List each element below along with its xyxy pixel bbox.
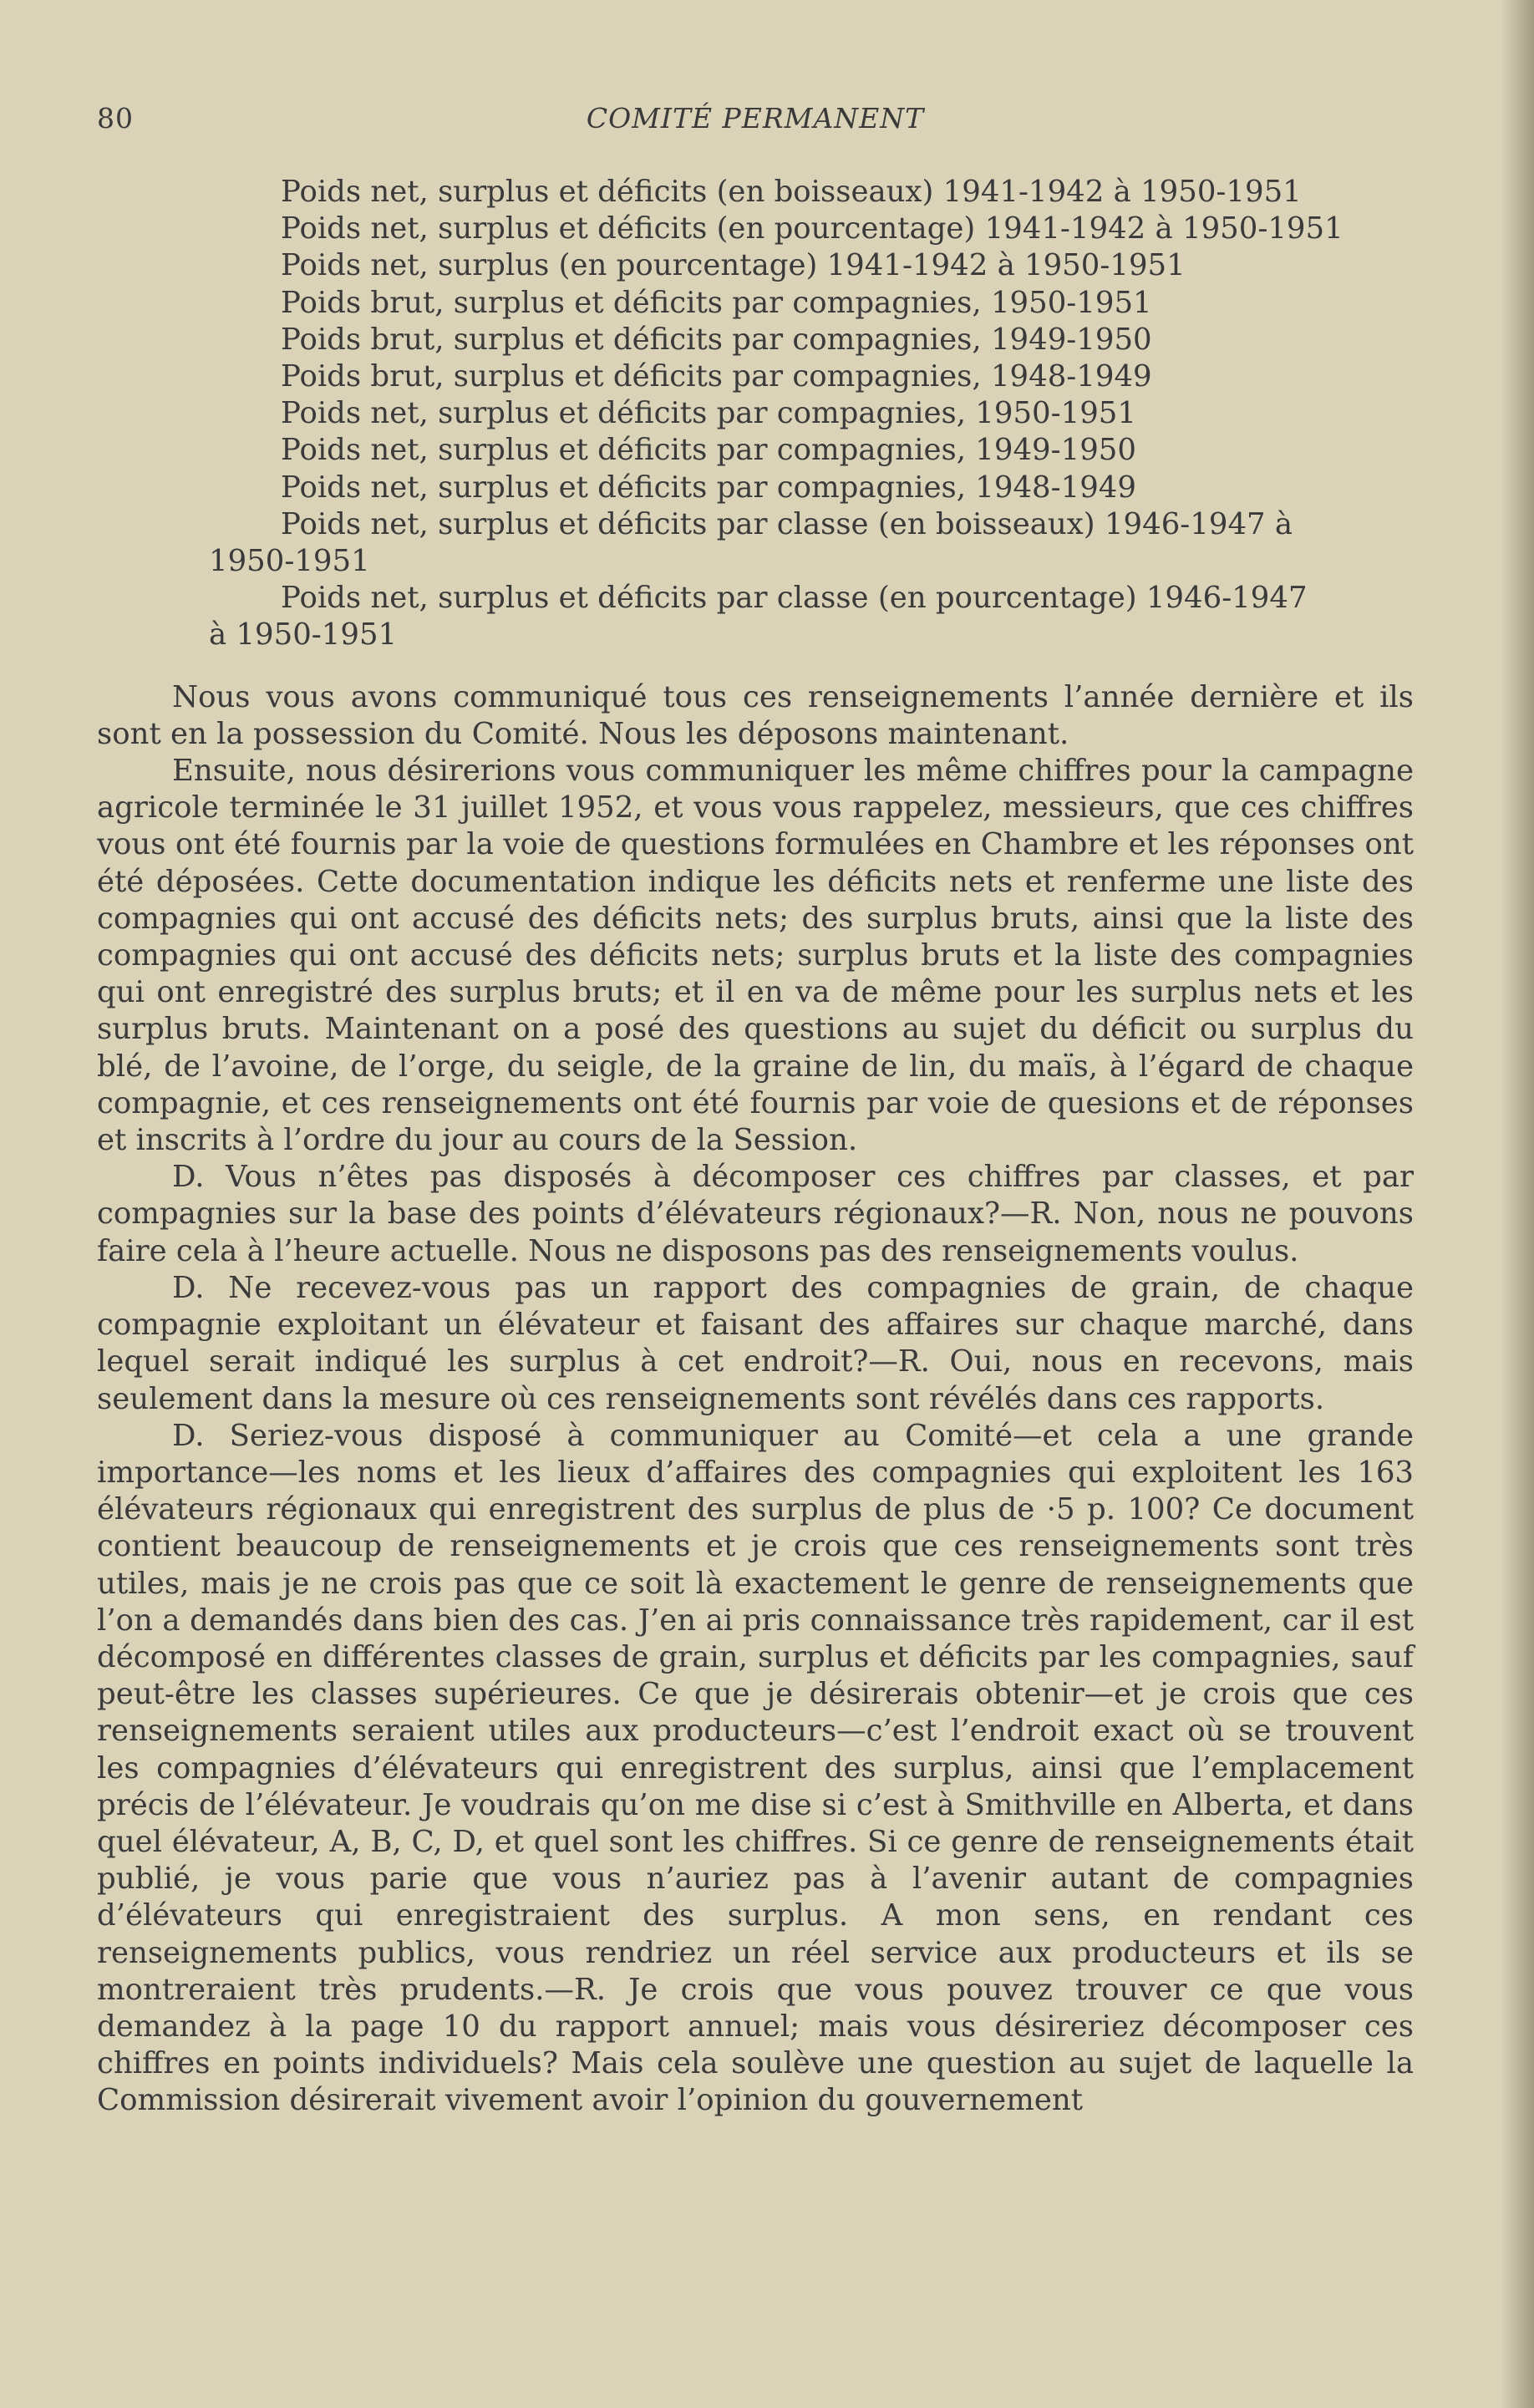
list-item (97, 470, 1414, 506)
list-item (97, 506, 1414, 580)
paragraph: D. Seriez-vous disposé à communiquer au Comité—et cela a une grande importance—les noms et les lieux d’affaires des compagnies qui exploitent les 163 élévateurs régionaux qui enregistrent des surplus de plus de ·5 p. 100? Ce document contient beaucoup de renseignements et je crois que ces renseignements sont très utiles, mais je ne crois pas que ce soit là exactement le genre de renseignements que l’on a demandés dans bien des cas. J’en ai pris connaissance très rapidement, car il est décomposé en différentes classes de grain, surplus et déficits par les compagnies, sauf peut-être les classes supérieures. Ce que je désirerais obtenir—et je crois que ces renseignements seraient utiles aux producteurs—c’est l’endroit exact où se trouvent les compagnies d’élévateurs qui enregistrent des surplus, ainsi que l’emplacement précis de l’élévateur. Je voudrais qu’on me dise si c’est à Smithville en Alberta, et dans quel élévateur, A, B, C, D, et quel sont les chiffres. Si ce genre de renseignements était publié, je vous parie que vous n’auriez pas à l’avenir autant de compagnies d’élévateurs qui enregistraient des surplus. A mon sens, en rendant ces renseignements publics, vous rendriez un réel service aux producteurs et ils se montreraient très prudents.—R. Je crois que vous pouvez trouver ce que vous demandez à la page 10 du rapport annuel; mais vous désireriez décomposer ces chiffres en points individuels? Mais cela soulève une question au sujet de laquelle la Commission désirerait vivement avoir l’opinion du gouvernement (97, 1418, 1414, 2118)
list-item (97, 322, 1414, 358)
list-item-text: Poids brut, surplus et déficits par compagnies, 1950-1951 (281, 285, 1152, 320)
list-item-text: Poids net, surplus et déficits par compagnies, 1950-1951 (281, 396, 1136, 431)
running-title: COMITÉ PERMANENT (586, 102, 925, 135)
list-item-text: Poids net, surplus et déficits par classe (en boisseaux) 1946-1947 à (281, 506, 1293, 541)
page-header (97, 102, 1414, 142)
list-item-text: Poids net, surplus (en pourcentage) 1941-1942 à 1950-1951 (281, 248, 1186, 283)
list-item (97, 358, 1414, 395)
list-item (97, 247, 1414, 284)
body-text (97, 174, 1414, 2120)
list-item-continuation: à 1950-1951 (209, 617, 398, 653)
list-item (97, 395, 1414, 432)
list-item-text: Poids brut, surplus et déficits par compagnies, 1948-1949 (281, 359, 1152, 394)
list-item (97, 211, 1414, 247)
list-item-text: Poids net, surplus et déficits par compagnies, 1949-1950 (281, 433, 1136, 468)
list-item-text: Poids net, surplus et déficits par compagnies, 1948-1949 (281, 470, 1136, 505)
list-item (97, 432, 1414, 469)
paragraph: Ensuite, nous désirerions vous communiquer les même chiffres pour la campagne agricole terminée le 31 juillet 1952, et vous vous rappelez, messieurs, que ces chiffres vous ont été fournis par la voie de questions formulées en Chambre et les réponses ont été déposées. Cette documentation indique les déficits nets et renferme une liste des compagnies qui ont accusé des déficits nets; des surplus bruts, ainsi que la liste des compagnies qui ont accusé des déficits nets; surplus bruts et la liste des compagnies qui ont enregistré des surplus bruts; et il en va de même pour les surplus nets et les surplus bruts. Maintenant on a posé des questions au sujet du déficit ou surplus du blé, de l’avoine, de l’orge, du seigle, de la graine de lin, du maïs, à l’égard de chaque compagnie, et ces renseignements ont été fournis par voie de quesions et de réponses et inscrits à l’ordre du jour au cours de la Session. (97, 754, 1414, 1158)
page-number: 80 (97, 102, 134, 135)
list-item-text: Poids net, surplus et déficits (en boisseaux) 1941-1942 à 1950-1951 (281, 175, 1302, 209)
list-item (97, 580, 1414, 653)
paragraph: D. Ne recevez-vous pas un rapport des compagnies de grain, de chaque compagnie exploitant un élévateur et faisant des affaires sur chaque marché, dans lequel serait indiqué les surplus à cet endroit?—R. Oui, nous en recevons, mais seulement dans la mesure où ces renseignements sont révélés dans ces rapports. (97, 1270, 1414, 1416)
paragraph: Nous vous avons communiqué tous ces renseignements l’année dernière et ils sont en la possession du Comité. Nous les déposons maintenant. (97, 679, 1414, 751)
list-item (97, 174, 1414, 211)
list-item-text: Poids brut, surplus et déficits par compagnies, 1949-1950 (281, 322, 1152, 357)
page-edge-shadow (1501, 0, 1534, 2408)
list-item-text: Poids net, surplus et déficits par classe (en pourcentage) 1946-1947 (281, 581, 1308, 616)
list-item-text: Poids net, surplus et déficits (en pourcentage) 1941-1942 à 1950-1951 (281, 211, 1344, 246)
table-list (97, 174, 1414, 654)
paragraph: D. Vous n’êtes pas disposés à décomposer ces chiffres par classes, et par compagnies sur la base des points d’élévateurs régionaux?—R. Non, nous ne pouvons faire cela à l’heure actuelle. Nous ne disposons pas des renseignements voulus. (97, 1160, 1414, 1268)
list-item (97, 285, 1414, 322)
list-item-continuation: 1950-1951 (209, 544, 370, 579)
